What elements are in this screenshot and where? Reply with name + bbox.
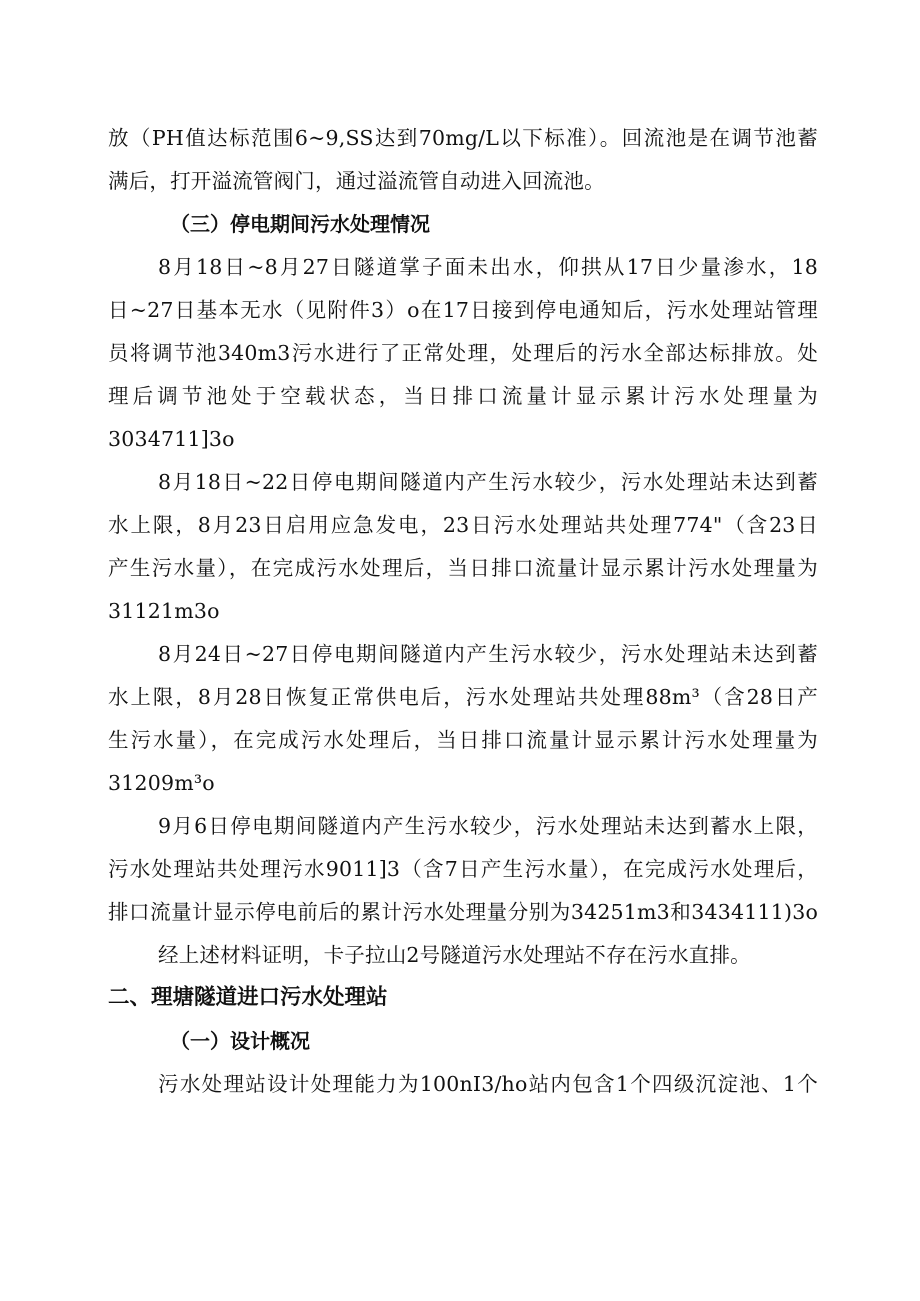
body-text-line: 放（PH值达标范围6~9,SS达到70mg/L以下标准）。回流池是在调节池蓄 bbox=[108, 126, 818, 150]
body-text-line: 污水处理站设计处理能力为100nI3/ho站内包含1个四级沉淀池、1个 bbox=[158, 1072, 818, 1096]
body-text-line: 9月6日停电期间隧道内产生污水较少，污水处理站未达到蓄水上限， bbox=[158, 814, 818, 838]
section-heading: 二、理塘隧道进口污水处理站 bbox=[108, 985, 388, 1010]
body-text-line: 经上述材料证明，卡子拉山2号隧道污水处理站不存在污水直排。 bbox=[158, 943, 751, 967]
body-text-line: 水上限，8月28日恢复正常供电后，污水处理站共处理88m³（含28日产 bbox=[108, 685, 818, 709]
body-text-line: 日~27日基本无水（见附件3）o在17日接到停电通知后，污水处理站管理 bbox=[108, 298, 818, 322]
body-text-line: 8月18日~8月27日隧道掌子面未出水，仰拱从17日少量渗水，18 bbox=[158, 255, 818, 279]
body-text-line: 3034711]3o bbox=[108, 427, 235, 451]
body-text-line: 污水处理站共处理污水9011]3（含7日产生污水量），在完成污水处理后， bbox=[108, 857, 818, 881]
body-text-line: 理后调节池处于空载状态，当日排口流量计显示累计污水处理量为 bbox=[108, 384, 818, 408]
body-text-line: 排口流量计显示停电前后的累计污水处理量分别为34251m3和3434111)3o bbox=[108, 900, 818, 924]
body-text-line: 8月24日~27日停电期间隧道内产生污水较少，污水处理站未达到蓄 bbox=[158, 642, 818, 666]
body-text-line: 31121m3o bbox=[108, 599, 220, 623]
body-text-line: 满后，打开溢流管阀门，通过溢流管自动进入回流池。 bbox=[108, 169, 605, 193]
section-subheading: （三）停电期间污水处理情况 bbox=[170, 212, 430, 236]
body-text-line: 31209m³o bbox=[108, 771, 215, 795]
body-text-line: 生污水量），在完成污水处理后，当日排口流量计显示累计污水处理量为 bbox=[108, 728, 818, 752]
body-text-line: 水上限，8月23日启用应急发电，23日污水处理站共处理774"（含23日 bbox=[108, 513, 818, 537]
body-text-line: 产生污水量），在完成污水处理后，当日排口流量计显示累计污水处理量为 bbox=[108, 556, 818, 580]
body-text-line: 员将调节池340m3污水进行了正常处理，处理后的污水全部达标排放。处 bbox=[108, 341, 818, 365]
section-subheading: （一）设计概况 bbox=[170, 1029, 310, 1053]
body-text-line: 8月18日~22日停电期间隧道内产生污水较少，污水处理站未达到蓄 bbox=[158, 470, 818, 494]
